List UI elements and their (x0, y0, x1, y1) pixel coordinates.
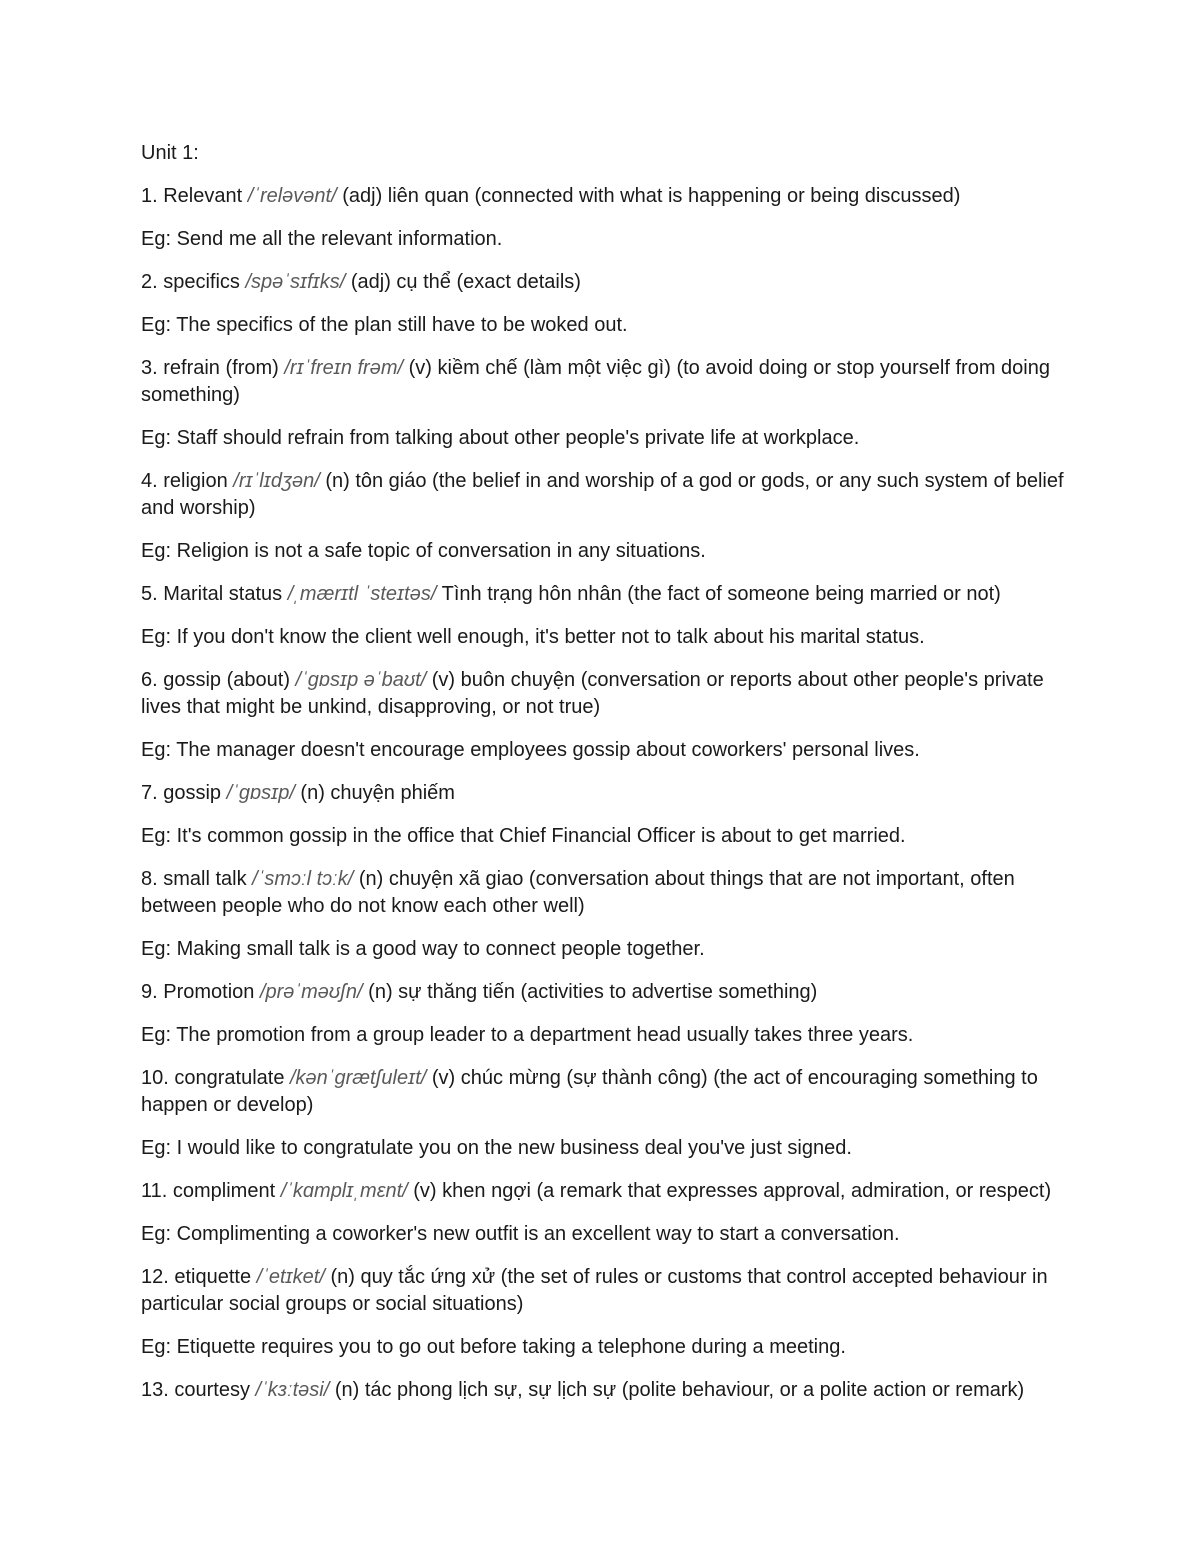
vocab-example: Eg: The manager doesn't encourage employees gossip about coworkers' personal lives. (141, 739, 920, 761)
vocab-definition: (n) tác phong lịch sự, sự lịch sự (polite behaviour, or a polite action or remark) (329, 1379, 1025, 1401)
vocab-entry (141, 866, 1071, 920)
vocab-definition: (adj) liên quan (connected with what is happening or being discussed) (336, 185, 961, 207)
vocab-term: 11. compliment (141, 1180, 281, 1202)
vocab-example: Eg: Complimenting a coworker's new outfit is an excellent way to start a conversation. (141, 1223, 900, 1245)
vocabulary-list (141, 183, 1071, 1404)
vocab-term: 8. small talk (141, 868, 253, 890)
vocab-entry (141, 269, 1071, 296)
vocab-example: Eg: Religion is not a safe topic of conversation in any situations. (141, 540, 706, 562)
vocab-pronunciation: /ˈsmɔːl tɔːk/ (252, 868, 354, 890)
vocab-term: 4. religion (141, 470, 234, 492)
vocab-definition: (n) sự thăng tiến (activities to advertise something) (362, 981, 818, 1003)
vocab-entry (141, 979, 1071, 1006)
vocab-definition: (v) buôn chuyện (conversation or reports about other people's private lives that might be unkind, disapproving, or not true) (141, 669, 1044, 718)
vocab-pronunciation: /ˈetɪket/ (256, 1266, 325, 1288)
vocab-definition: (n) tôn giáo (the belief in and worship of a god or gods, or any such system of belief and worship) (141, 470, 1064, 519)
vocab-pronunciation: /ˈɡɒsɪp əˈbaʊt/ (295, 669, 427, 691)
vocab-example: Eg: Making small talk is a good way to connect people together. (141, 938, 705, 960)
vocab-entry (141, 1065, 1071, 1119)
vocab-pronunciation: /kənˈɡrætʃuleɪt/ (290, 1067, 427, 1089)
vocab-term: 3. refrain (from) (141, 357, 285, 379)
vocab-pronunciation: /ˈkɜːtəsi/ (255, 1379, 330, 1401)
vocab-pronunciation: /spəˈsɪfɪks/ (245, 271, 346, 293)
vocab-entry (141, 667, 1071, 721)
vocab-term: 10. congratulate (141, 1067, 290, 1089)
vocab-term: 1. Relevant (141, 185, 248, 207)
vocab-pronunciation: /rɪˈfreɪn frəm/ (284, 357, 404, 379)
vocab-pronunciation: /rɪˈlɪdʒən/ (233, 470, 320, 492)
vocab-example: Eg: Send me all the relevant information. (141, 228, 503, 250)
vocab-entry (141, 1377, 1071, 1404)
vocab-term: 12. etiquette (141, 1266, 257, 1288)
vocab-definition: (n) chuyện xã giao (conversation about things that are not important, often between people who do not know each other well) (141, 868, 1015, 917)
vocab-entry (141, 780, 1071, 807)
vocab-entry (141, 581, 1071, 608)
vocab-term: 5. Marital status (141, 583, 288, 605)
vocab-pronunciation: /prəˈməʊʃn/ (259, 981, 363, 1003)
vocab-pronunciation: /ˌmærɪtl ˈsteɪtəs/ (287, 583, 437, 605)
vocab-pronunciation: /ˈkɑmplɪˌmɛnt/ (280, 1180, 408, 1202)
vocab-example: Eg: It's common gossip in the office that Chief Financial Officer is about to get married. (141, 825, 906, 847)
vocab-definition: (v) chúc mừng (sự thành công) (the act of encouraging something to happen or develop) (141, 1067, 1038, 1116)
vocab-term: 13. courtesy (141, 1379, 256, 1401)
vocab-definition: Tình trạng hôn nhân (the fact of someone being married or not) (436, 583, 1001, 605)
vocab-pronunciation: /ˈɡɒsɪp/ (226, 782, 295, 804)
vocab-entry (141, 1178, 1071, 1205)
vocab-example: Eg: I would like to congratulate you on the new business deal you've just signed. (141, 1137, 852, 1159)
vocab-example: Eg: If you don't know the client well enough, it's better not to talk about his marital status. (141, 626, 925, 648)
unit-heading: Unit 1: (141, 142, 199, 164)
vocab-definition: (adj) cụ thể (exact details) (345, 271, 581, 293)
vocab-example: Eg: Staff should refrain from talking about other people's private life at workplace. (141, 427, 860, 449)
vocab-definition: (n) quy tắc ứng xử (the set of rules or customs that control accepted behaviour in particular social groups or social situations) (141, 1266, 1048, 1315)
vocab-term: 9. Promotion (141, 981, 260, 1003)
vocab-entry (141, 355, 1071, 409)
vocab-definition: (v) khen ngợi (a remark that expresses approval, admiration, or respect) (407, 1180, 1052, 1202)
vocab-definition: (n) chuyện phiếm (294, 782, 455, 804)
vocab-term: 6. gossip (about) (141, 669, 296, 691)
vocab-entry (141, 1264, 1071, 1318)
vocab-example: Eg: The specifics of the plan still have to be woked out. (141, 314, 628, 336)
vocab-term: 2. specifics (141, 271, 246, 293)
vocab-term: 7. gossip (141, 782, 227, 804)
vocab-example: Eg: Etiquette requires you to go out before taking a telephone during a meeting. (141, 1336, 846, 1358)
document-page (141, 140, 1071, 1420)
vocab-example: Eg: The promotion from a group leader to a department head usually takes three years. (141, 1024, 914, 1046)
vocab-pronunciation: /ˈreləvənt/ (247, 185, 337, 207)
vocab-entry (141, 468, 1071, 522)
vocab-entry (141, 183, 1071, 210)
vocab-definition: (v) kiềm chế (làm một việc gì) (to avoid doing or stop yourself from doing something) (141, 357, 1050, 406)
